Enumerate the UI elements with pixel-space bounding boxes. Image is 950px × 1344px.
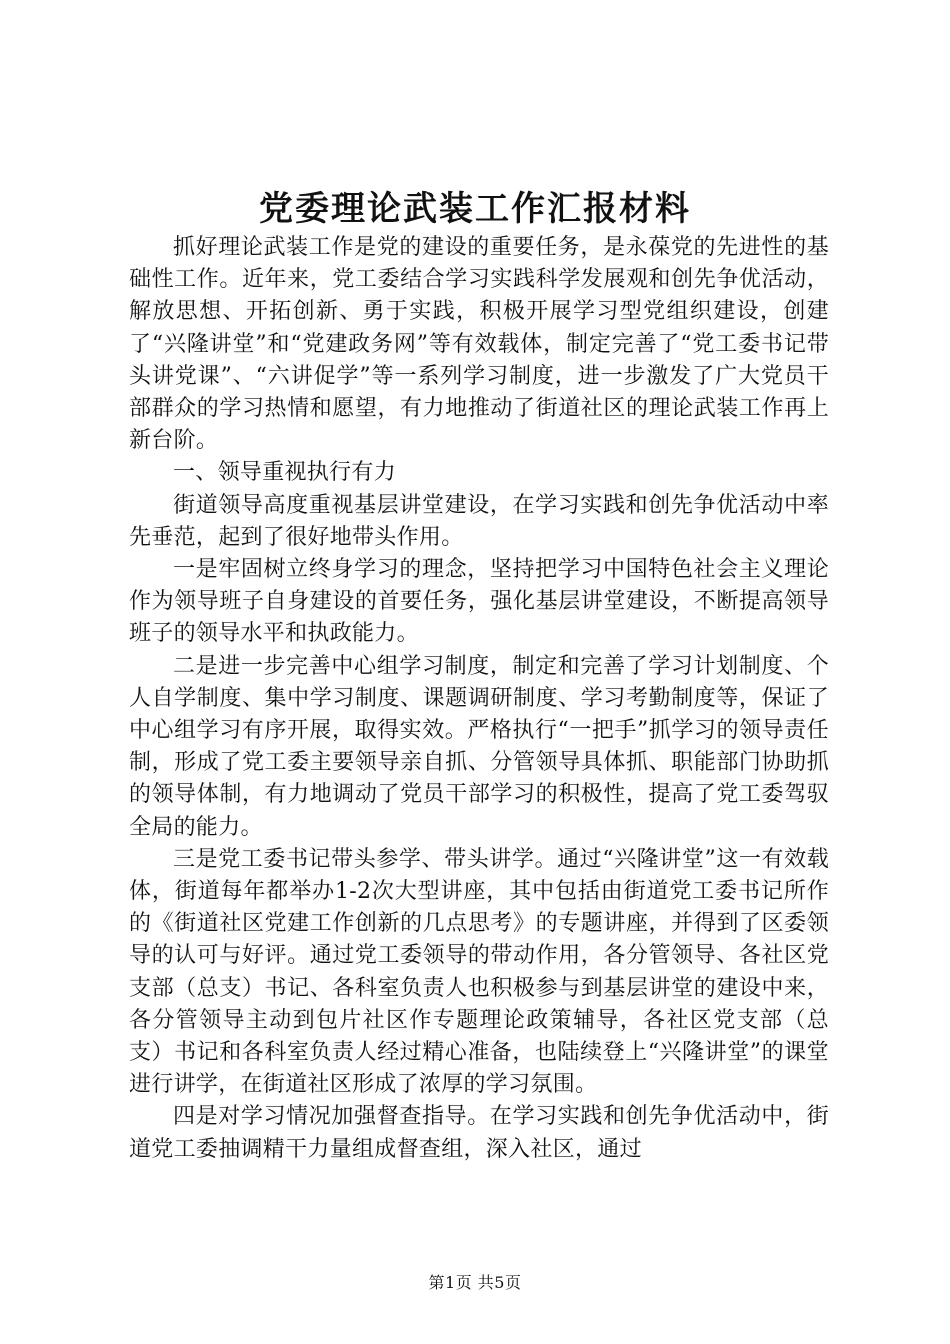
paragraph-point-four: 四是对学习情况加强督查指导。在学习实践和创先争优活动中，街道党工委抽调精干力量组成督查组，深入社区，通过 [129, 1104, 829, 1162]
document-body [129, 232, 829, 1166]
paragraph-point-three: 三是党工委书记带头参学、带头讲学。通过“兴隆讲堂”这一有效载体，街道每年都举办1-2次大型讲座，其中包括由街道党工委书记所作的《街道社区党建工作创新的几点思考》的专题讲座，并得到了区委领导的认可与好评。通过党工委领导的带动作用，各分管领导、各社区党支部（总支）书记、各科室负责人也积极参与到基层讲堂的建设中来，各分管领导主动到包片社区作专题理论政策辅导，各社区党支部（总支）书记和各科室负责人经过精心准备，也陆续登上“兴隆讲堂”的课堂进行讲学，在街道社区形成了浓厚的学习氛围。 [129, 846, 829, 1098]
document-title: 党委理论武装工作汇报材料 [259, 189, 691, 229]
paragraph-intro: 抓好理论武装工作是党的建设的重要任务，是永葆党的先进性的基础性工作。近年来，党工委结合学习实践科学发展观和创先争优活动，解放思想、开拓创新、勇于实践，积极开展学习型党组织建设，创建了“兴隆讲堂”和“党建政务网”等有效载体，制定完善了“党工委书记带头讲党课”、“六讲促学”等一系列学习制度，进一步激发了广大党员干部群众的学习热情和愿望，有力地推动了街道社区的理论武装工作再上新台阶。 [129, 235, 829, 454]
paragraph-point-one: 一是牢固树立终身学习的理念，坚持把学习中国特色社会主义理论作为领导班子自身建设的首要任务，强化基层讲堂建设，不断提高领导班子的领导水平和执政能力。 [129, 557, 829, 647]
section-heading-leadership: 一、领导重视执行有力 [173, 460, 397, 486]
page-number-footer: 第1页 共5页 [428, 1273, 522, 1292]
paragraph-point-two: 二是进一步完善中心组学习制度，制定和完善了学习计划制度、个人自学制度、集中学习制度、课题调研制度、学习考勤制度等，保证了中心组学习有序开展，取得实效。严格执行“一把手”抓学习的领导责任制，形成了党工委主要领导亲自抓、分管领导具体抓、职能部门协助抓的领导体制，有力地调动了党员干部学习的积极性，提高了党工委驾驭全局的能力。 [129, 653, 829, 840]
paragraph-leadership-summary: 街道领导高度重视基层讲堂建设，在学习实践和创先争优活动中率先垂范，起到了很好地带头作用。 [129, 492, 829, 550]
